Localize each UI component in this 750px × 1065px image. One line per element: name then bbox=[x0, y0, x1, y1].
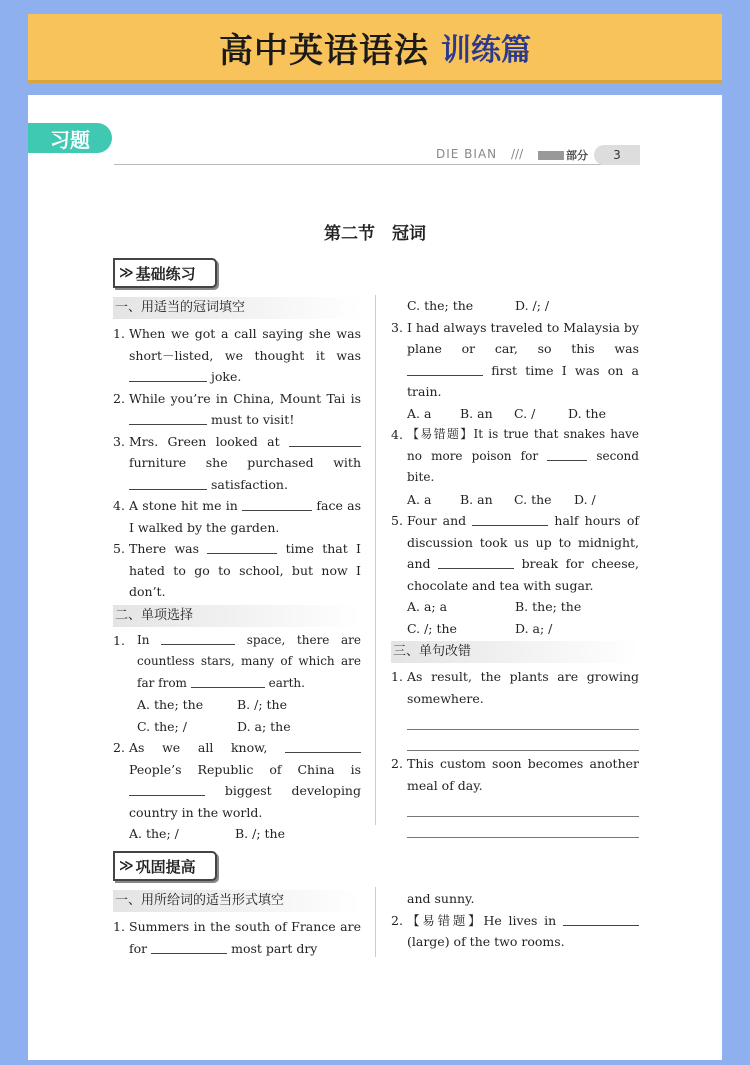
question-stem: Four and bbox=[407, 513, 467, 528]
option-a[interactable]: A. the; the bbox=[137, 697, 204, 712]
answer-blank[interactable] bbox=[161, 631, 235, 645]
question-number: 3. bbox=[391, 319, 403, 335]
option-c[interactable]: C. the; / bbox=[137, 718, 187, 734]
question-text: This custom soon becomes another meal of day. bbox=[407, 756, 639, 793]
answer-blank[interactable] bbox=[285, 739, 361, 753]
question-stem: There was bbox=[129, 541, 200, 556]
question-stem-end: first time I was on a train. bbox=[407, 362, 639, 399]
question-stem-end: (large) of the two rooms. bbox=[407, 934, 565, 949]
question-number: 2. bbox=[391, 756, 403, 771]
right-column bbox=[391, 295, 639, 838]
question-stem-mid: People’s Republic of China is bbox=[129, 761, 361, 777]
question-stem-end: satisfaction. bbox=[210, 476, 288, 492]
option-b[interactable]: B. an bbox=[460, 405, 493, 421]
answer-line[interactable] bbox=[407, 709, 639, 730]
right-column bbox=[391, 888, 639, 953]
question-number: 2. bbox=[113, 740, 125, 755]
options-row bbox=[113, 694, 361, 716]
options-row bbox=[391, 489, 639, 511]
question-stem: Mrs. Green looked at bbox=[129, 433, 280, 449]
running-head-slashes: /// bbox=[511, 147, 524, 161]
question-text bbox=[129, 630, 361, 695]
question-item bbox=[113, 538, 361, 603]
question-text bbox=[129, 431, 361, 496]
answer-blank[interactable] bbox=[289, 433, 361, 447]
question-text bbox=[129, 495, 361, 538]
option-c[interactable]: C. /; the bbox=[407, 620, 457, 636]
question-stem: Summers in the south of France are for bbox=[129, 919, 361, 956]
question-stem-end: second bite. bbox=[407, 448, 639, 484]
options-row bbox=[391, 618, 639, 640]
options-row bbox=[391, 295, 639, 317]
question-stem-mid: half hours of discussion took us up to midnight, and bbox=[407, 513, 639, 571]
question-stem: I had always traveled to Malaysia by plane or car, so this was bbox=[407, 319, 639, 356]
question-stem: A stone hit me in bbox=[129, 498, 238, 513]
question-number: 2. bbox=[391, 912, 403, 928]
question-item bbox=[391, 317, 639, 403]
question-stem-end: break for cheese, chocolate and tea with sugar. bbox=[407, 556, 639, 593]
question-stem-end: most part dry bbox=[231, 940, 318, 956]
options-row bbox=[391, 403, 639, 425]
question-stem: In bbox=[137, 632, 150, 647]
running-head bbox=[114, 145, 640, 165]
answer-blank[interactable] bbox=[191, 674, 265, 688]
option-a[interactable]: A. a bbox=[407, 405, 432, 421]
answer-blank[interactable] bbox=[438, 555, 514, 569]
option-b[interactable]: B. /; the bbox=[237, 697, 287, 712]
question-stem-mid: furniture she purchased with bbox=[129, 455, 361, 470]
question-number: 3. bbox=[113, 433, 125, 449]
question-text bbox=[407, 317, 639, 403]
question-text bbox=[407, 510, 639, 596]
options-row bbox=[391, 596, 639, 618]
option-c[interactable]: C. the bbox=[514, 491, 552, 507]
subsection-title: 二、单项选择 bbox=[113, 605, 361, 627]
option-a[interactable]: A. the; / bbox=[129, 826, 179, 841]
question-number: 1. bbox=[391, 669, 403, 684]
question-stem: While you’re in China, Mount Tai is bbox=[129, 390, 361, 406]
subsection-title: 三、单句改错 bbox=[391, 641, 639, 663]
question-continuation: and sunny. bbox=[407, 891, 475, 906]
question-number: 2. bbox=[113, 390, 125, 406]
question-text: As result, the plants are growing somewhere. bbox=[407, 669, 639, 706]
question-text bbox=[129, 323, 361, 388]
double-chevron-icon: ≫ bbox=[119, 265, 134, 281]
option-c[interactable]: C. / bbox=[514, 405, 536, 421]
answer-blank[interactable] bbox=[151, 940, 227, 954]
option-d[interactable]: D. /; / bbox=[515, 298, 550, 313]
banner-title: 高中英语语法 bbox=[219, 30, 429, 71]
answer-blank[interactable] bbox=[207, 540, 277, 554]
option-d[interactable]: D. / bbox=[574, 491, 596, 507]
question-stem-end: earth. bbox=[268, 675, 305, 690]
question-item bbox=[113, 630, 361, 695]
options-row bbox=[113, 716, 361, 738]
answer-blank[interactable] bbox=[129, 368, 207, 382]
question-number: 5. bbox=[391, 513, 403, 528]
section-header-label: 巩固提高 bbox=[135, 857, 196, 876]
option-b[interactable]: B. the; the bbox=[515, 599, 582, 614]
question-item bbox=[113, 495, 361, 538]
question-stem-end: biggest developing country in the world. bbox=[129, 783, 361, 820]
section-title: 第二节 冠词 bbox=[324, 224, 426, 244]
answer-blank[interactable] bbox=[129, 476, 207, 490]
question-number: 5. bbox=[113, 541, 125, 556]
question-stem-end: joke. bbox=[210, 369, 242, 384]
subsection-title: 一、用所给词的适当形式填空 bbox=[113, 890, 361, 912]
left-column bbox=[113, 890, 361, 959]
option-d[interactable]: D. a; the bbox=[237, 718, 291, 734]
question-item bbox=[391, 910, 639, 953]
answer-line[interactable] bbox=[407, 730, 639, 751]
option-b[interactable]: B. an bbox=[460, 491, 493, 507]
answer-blank[interactable] bbox=[129, 782, 205, 796]
question-text bbox=[129, 538, 361, 603]
running-head-series: DIE BIAN bbox=[436, 147, 498, 161]
correction-item bbox=[391, 666, 639, 709]
option-d[interactable]: D. the bbox=[568, 405, 606, 421]
question-number: 1. bbox=[113, 919, 125, 934]
question-item bbox=[113, 431, 361, 496]
top-banner bbox=[28, 14, 722, 80]
question-stem: As we all know, bbox=[129, 740, 268, 755]
page-number: 3 bbox=[594, 145, 640, 165]
question-number: 1. bbox=[113, 326, 125, 341]
answer-blank[interactable] bbox=[472, 512, 548, 526]
question-stem: 【易错题】It is true that snakes have no more poison for bbox=[407, 427, 639, 463]
banner-subtitle: 训练篇 bbox=[441, 33, 531, 68]
question-text bbox=[407, 910, 639, 953]
answer-blank[interactable] bbox=[407, 362, 483, 376]
option-a[interactable]: A. a; a bbox=[407, 599, 448, 614]
option-b[interactable]: B. /; the bbox=[235, 826, 285, 841]
question-text bbox=[129, 388, 361, 431]
question-stem: When we got a call saying she was short－listed, we thought it was bbox=[129, 326, 361, 363]
question-number: 4. bbox=[391, 427, 403, 442]
question-stem: 【易错题】He lives in bbox=[407, 912, 557, 928]
question-item bbox=[113, 323, 361, 388]
answer-line[interactable] bbox=[407, 796, 639, 817]
options-row bbox=[113, 823, 361, 845]
column-divider bbox=[375, 887, 376, 957]
option-c[interactable]: C. the; the bbox=[407, 298, 474, 313]
exercise-tag: 习题 bbox=[28, 123, 112, 153]
blurred-part-label bbox=[538, 151, 564, 160]
option-d[interactable]: D. a; / bbox=[515, 620, 553, 636]
column-divider bbox=[375, 295, 376, 825]
answer-blank[interactable] bbox=[242, 497, 312, 511]
question-item bbox=[391, 510, 639, 596]
question-stem-mid: space, there are countless stars, many of which are far from bbox=[137, 632, 361, 690]
question-item bbox=[113, 388, 361, 431]
question-stem-end: face as I walked by the garden. bbox=[129, 498, 361, 535]
question-text bbox=[129, 737, 361, 823]
question-item bbox=[113, 916, 361, 959]
question-text bbox=[129, 916, 361, 959]
answer-blank[interactable] bbox=[129, 411, 207, 425]
question-number: 4. bbox=[113, 498, 125, 513]
double-chevron-icon: ≫ bbox=[119, 858, 134, 874]
question-stem-end: time that I hated to go to school, but now I don’t. bbox=[129, 541, 361, 599]
question-item bbox=[113, 737, 361, 823]
workbook-page bbox=[28, 95, 722, 1060]
section-header-consolidate bbox=[113, 851, 217, 881]
left-column bbox=[113, 297, 361, 845]
section-header-basic bbox=[113, 258, 217, 288]
correction-item bbox=[391, 753, 639, 796]
section-header-label: 基础练习 bbox=[135, 264, 196, 283]
answer-blank[interactable] bbox=[547, 447, 587, 461]
subsection-title: 一、用适当的冠词填空 bbox=[113, 297, 361, 319]
question-item bbox=[391, 424, 639, 489]
question-stem-end: must to visit! bbox=[210, 412, 295, 427]
question-text bbox=[407, 424, 639, 489]
answer-blank[interactable] bbox=[563, 912, 639, 926]
question-number: 1. bbox=[113, 632, 125, 648]
answer-line[interactable] bbox=[407, 817, 639, 838]
option-a[interactable]: A. a bbox=[407, 491, 432, 507]
running-head-part: 部分 bbox=[566, 149, 588, 162]
